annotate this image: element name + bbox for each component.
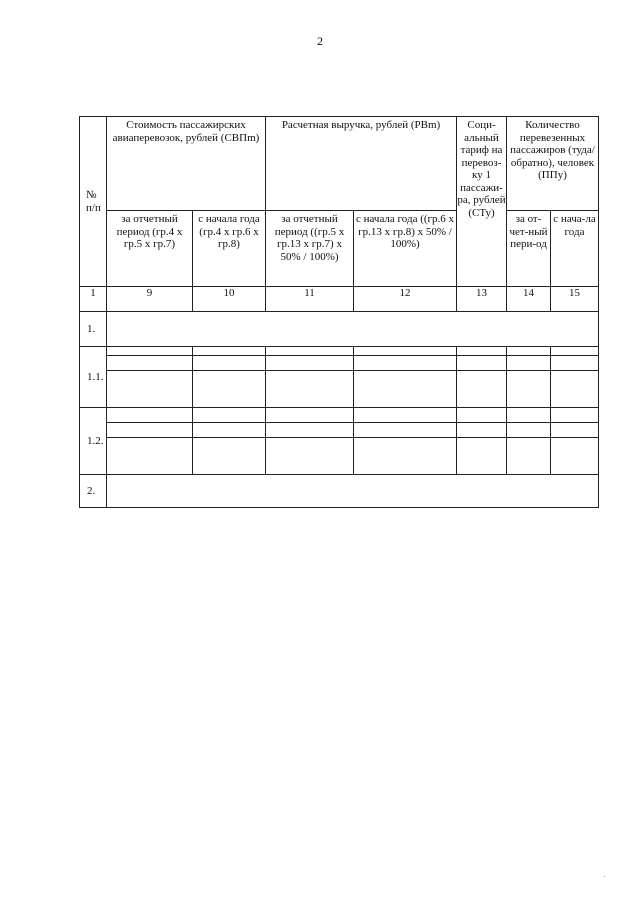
table-cell (551, 408, 599, 423)
header-passengers-group: Количество перевезенных пассажиров (туда/обратно), человек (ППу) (507, 117, 599, 211)
header-passengers-period: за от-чет-ный пери-од (507, 211, 551, 287)
column-number: 14 (507, 287, 551, 312)
table-cell (457, 347, 507, 356)
row-label: 2. (80, 475, 107, 508)
table-cell (457, 371, 507, 408)
table-cell (354, 371, 457, 408)
row-label: 1.2. (80, 408, 107, 475)
table-cell (107, 438, 193, 475)
header-cost-period: за отчетный период (гр.4 х гр.5 х гр.7) (107, 211, 193, 287)
table-cell (193, 408, 266, 423)
header-passengers-year-start: с нача-ла года (551, 211, 599, 287)
table-cell (551, 371, 599, 408)
header-cost-year-start: с начала года (гр.4 х гр.6 х гр.8) (193, 211, 266, 287)
column-number: 9 (107, 287, 193, 312)
page-number: 2 (317, 34, 323, 48)
table-cell (551, 438, 599, 475)
merged-cell (107, 312, 599, 347)
table-cell (193, 347, 266, 356)
row-label: 1.1. (80, 347, 107, 408)
header-social-tariff: Соци-альный тариф на перевоз-ку 1 пассажи-ра, рублей (СТу) (457, 117, 507, 287)
header-revenue-year-start: с начала года ((гр.6 х гр.13 х гр.8) х 50% / 100%) (354, 211, 457, 287)
header-revenue-period: за отчетный период ((гр.5 х гр.13 х гр.7) х 50% / 100%) (266, 211, 354, 287)
table-cell (193, 356, 266, 371)
table-cell (551, 347, 599, 356)
table-cell (266, 371, 354, 408)
column-number: 10 (193, 287, 266, 312)
table-cell (354, 438, 457, 475)
column-number: 15 (551, 287, 599, 312)
table-cell (507, 438, 551, 475)
header-revenue-group: Расчетная выручка, рублей (PBm) (266, 117, 457, 211)
column-number: 1 (80, 287, 107, 312)
header-cost-group: Стоимость пассажирских авиаперевозок, рублей (СВПm) (107, 117, 266, 211)
table-cell (457, 408, 507, 423)
report-table (79, 116, 599, 508)
header-row-number: № п/п (80, 117, 107, 287)
table-cell (507, 423, 551, 438)
table-cell (107, 356, 193, 371)
row-label: 1. (80, 312, 107, 347)
table-cell (354, 347, 457, 356)
table-cell (354, 356, 457, 371)
table-cell (551, 356, 599, 371)
table-cell (507, 371, 551, 408)
table-cell (457, 423, 507, 438)
table-cell (266, 408, 354, 423)
table-cell (507, 347, 551, 356)
merged-cell (107, 475, 599, 508)
table-cell (354, 423, 457, 438)
table-cell (507, 356, 551, 371)
column-number: 12 (354, 287, 457, 312)
column-number: 13 (457, 287, 507, 312)
table-cell (266, 356, 354, 371)
table-cell (507, 408, 551, 423)
table-cell (107, 423, 193, 438)
table-cell (193, 438, 266, 475)
table-cell (266, 423, 354, 438)
table-cell (457, 356, 507, 371)
table-cell (193, 423, 266, 438)
table-cell (457, 438, 507, 475)
scan-dot (604, 876, 605, 877)
table-cell (193, 371, 266, 408)
table-cell (107, 371, 193, 408)
table-cell (551, 423, 599, 438)
table-cell (354, 408, 457, 423)
column-number: 11 (266, 287, 354, 312)
table-cell (107, 408, 193, 423)
table-cell (107, 347, 193, 356)
table-cell (266, 347, 354, 356)
table-cell (266, 438, 354, 475)
